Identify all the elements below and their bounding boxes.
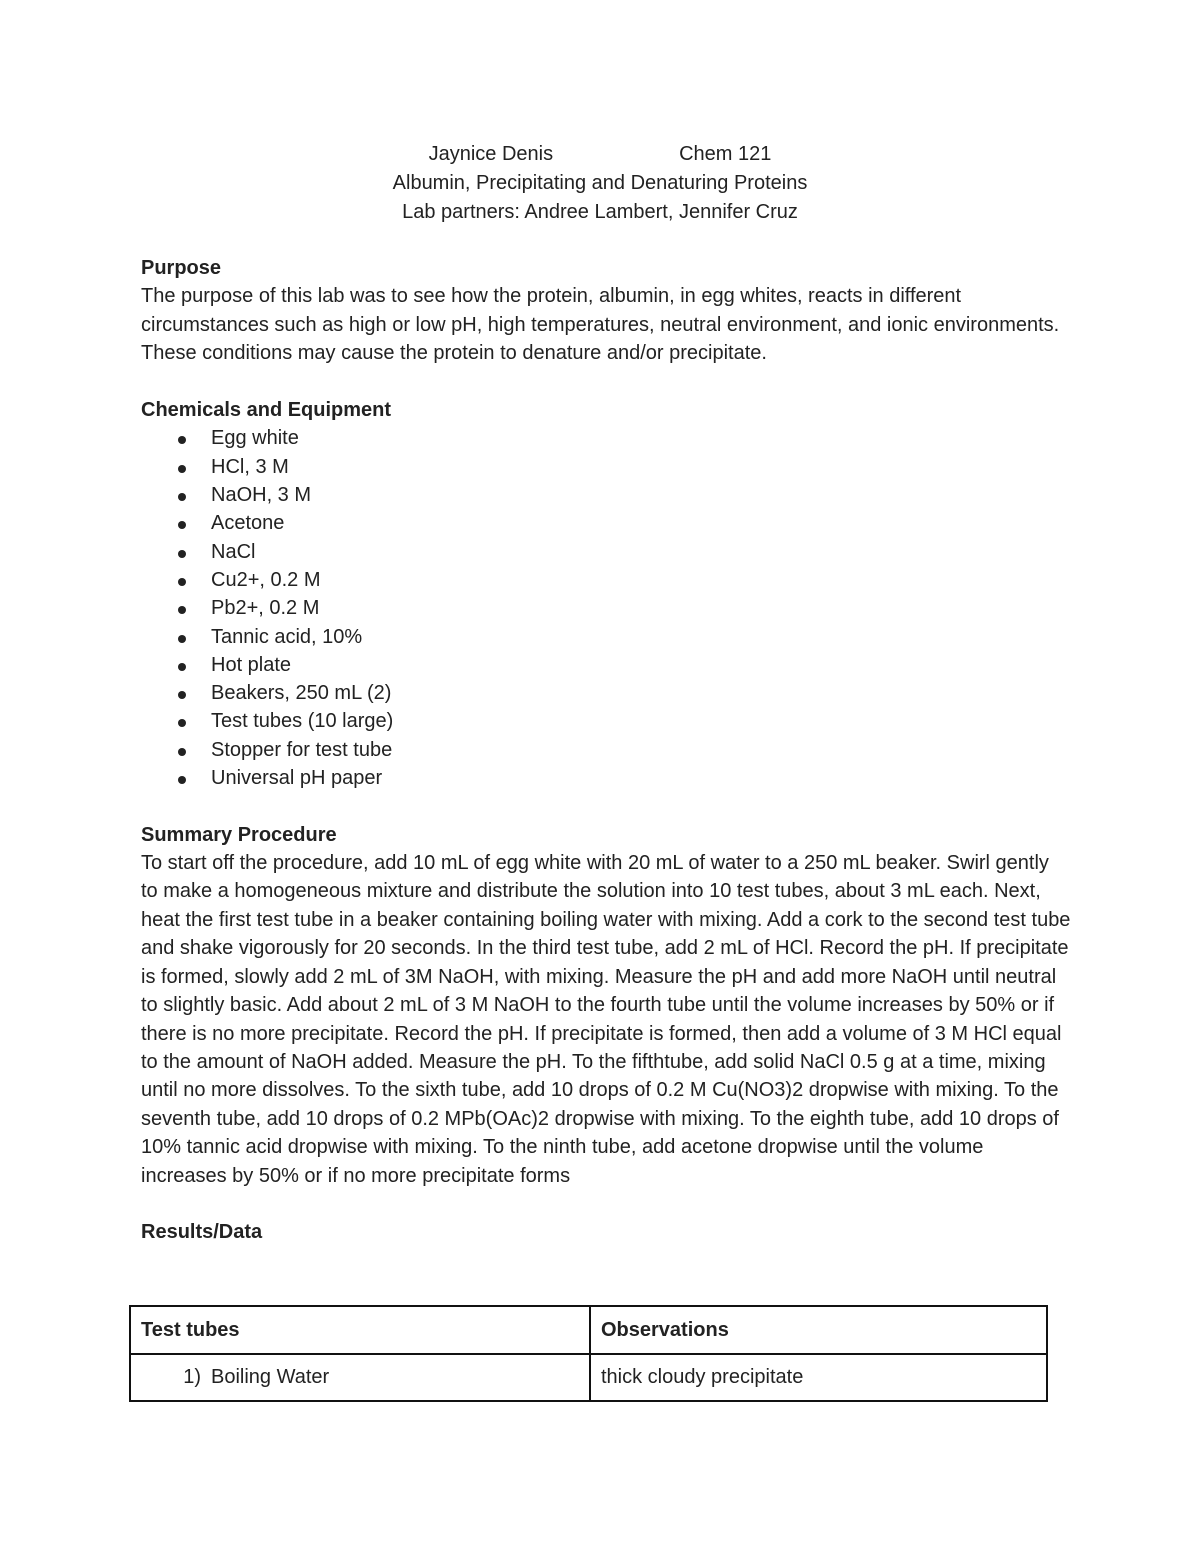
bullet-icon — [178, 436, 186, 444]
bullet-icon — [178, 550, 186, 558]
table-cell-observation: thick cloudy precipitate — [590, 1354, 1047, 1401]
bullet-icon — [178, 465, 186, 473]
procedure-text: To start off the procedure, add 10 mL of egg white with 20 mL of water to a 250 mL beaker. Swirl gently to make a homogeneous mixture and distribute the solution into 10 test tubes, about 3 mL each. Next, heat the first test tube in a beaker containing boiling water with mixing. Add a cork to the second test tube and shake vigorously for 20 seconds. In the third test tube, add 2 mL of HCl. Record the pH. If precipitate is formed, slowly add 2 mL of 3M NaOH, with mixing. Measure the pH and add more NaOH until neutral to slightly basic. Add about 2 mL of 3 M NaOH to the fourth tube until the volume increases by 50% or if there is no more precipitate. Record the pH. If precipitate is formed, then add a volume of 3 M HCl equal to the amount of NaOH added. Measure the pH. To the fifthtube, add solid NaCl 0.5 g at a time, mixing until no more dissolves. To the sixth tube, add 10 drops of 0.2 M Cu(NO3)2 dropwise with mixing. To the seventh tube, add 10 drops of 0.2 MPb(OAc)2 dropwise with mixing. To the eighth tube, add 10 drops of 10% tannic acid dropwise with mixing. To the ninth tube, add acetone dropwise until the volume increases by 50% or if no more precipitate forms — [141, 852, 1071, 1187]
table-row — [130, 1354, 1047, 1401]
results-table — [129, 1305, 1048, 1402]
row-number: 1) — [183, 1366, 201, 1388]
list-item: Pb2+, 0.2 M — [141, 594, 1071, 622]
bullet-icon — [178, 663, 186, 671]
column-header-observations: Observations — [590, 1306, 1047, 1354]
purpose-text: The purpose of this lab was to see how the protein, albumin, in egg whites, reacts in different circumstances such as high or low pH, high temperatures, neutral environment, and ionic environments. These conditions may cause the protein to denature and/or precipitate. — [141, 285, 1060, 365]
document-body — [141, 254, 1071, 1247]
bullet-icon — [178, 635, 186, 643]
list-item: Hot plate — [141, 651, 1071, 679]
chemicals-heading: Chemicals and Equipment — [141, 399, 392, 422]
list-item: Test tubes (10 large) — [141, 707, 1071, 735]
chemicals-list — [141, 424, 1071, 792]
lab-partners: Lab partners: Andree Lambert, Jennifer Cruz — [402, 201, 798, 223]
list-item: Cu2+, 0.2 M — [141, 566, 1071, 594]
list-item: Beakers, 250 mL (2) — [141, 679, 1071, 707]
lab-title: Albumin, Precipitating and Denaturing Proteins — [392, 172, 808, 194]
purpose-heading: Purpose — [141, 257, 222, 279]
list-item: Stopper for test tube — [141, 736, 1071, 764]
column-header-test-tubes: Test tubes — [130, 1306, 590, 1354]
table-cell-tube — [130, 1354, 590, 1401]
list-item: NaOH, 3 M — [141, 481, 1071, 509]
bullet-icon — [178, 691, 186, 699]
bullet-icon — [178, 776, 186, 784]
bullet-icon — [178, 606, 186, 614]
bullet-icon — [178, 719, 186, 727]
course-name: Chem 121 — [679, 143, 772, 165]
author-name: Jaynice Denis — [428, 143, 554, 165]
list-item: Tannic acid, 10% — [141, 623, 1071, 651]
bullet-icon — [178, 521, 186, 529]
list-item: Acetone — [141, 509, 1071, 537]
bullet-icon — [178, 493, 186, 501]
table-header-row — [130, 1306, 1047, 1354]
document-header — [0, 140, 1200, 227]
tube-label: Boiling Water — [211, 1366, 330, 1388]
bullet-icon — [178, 748, 186, 756]
bullet-icon — [178, 578, 186, 586]
results-heading: Results/Data — [141, 1221, 263, 1244]
list-item: NaCl — [141, 538, 1071, 566]
list-item: Universal pH paper — [141, 764, 1071, 792]
list-item: HCl, 3 M — [141, 453, 1071, 481]
procedure-heading: Summary Procedure — [141, 823, 337, 846]
author-line — [0, 140, 1200, 169]
list-item: Egg white — [141, 424, 1071, 452]
